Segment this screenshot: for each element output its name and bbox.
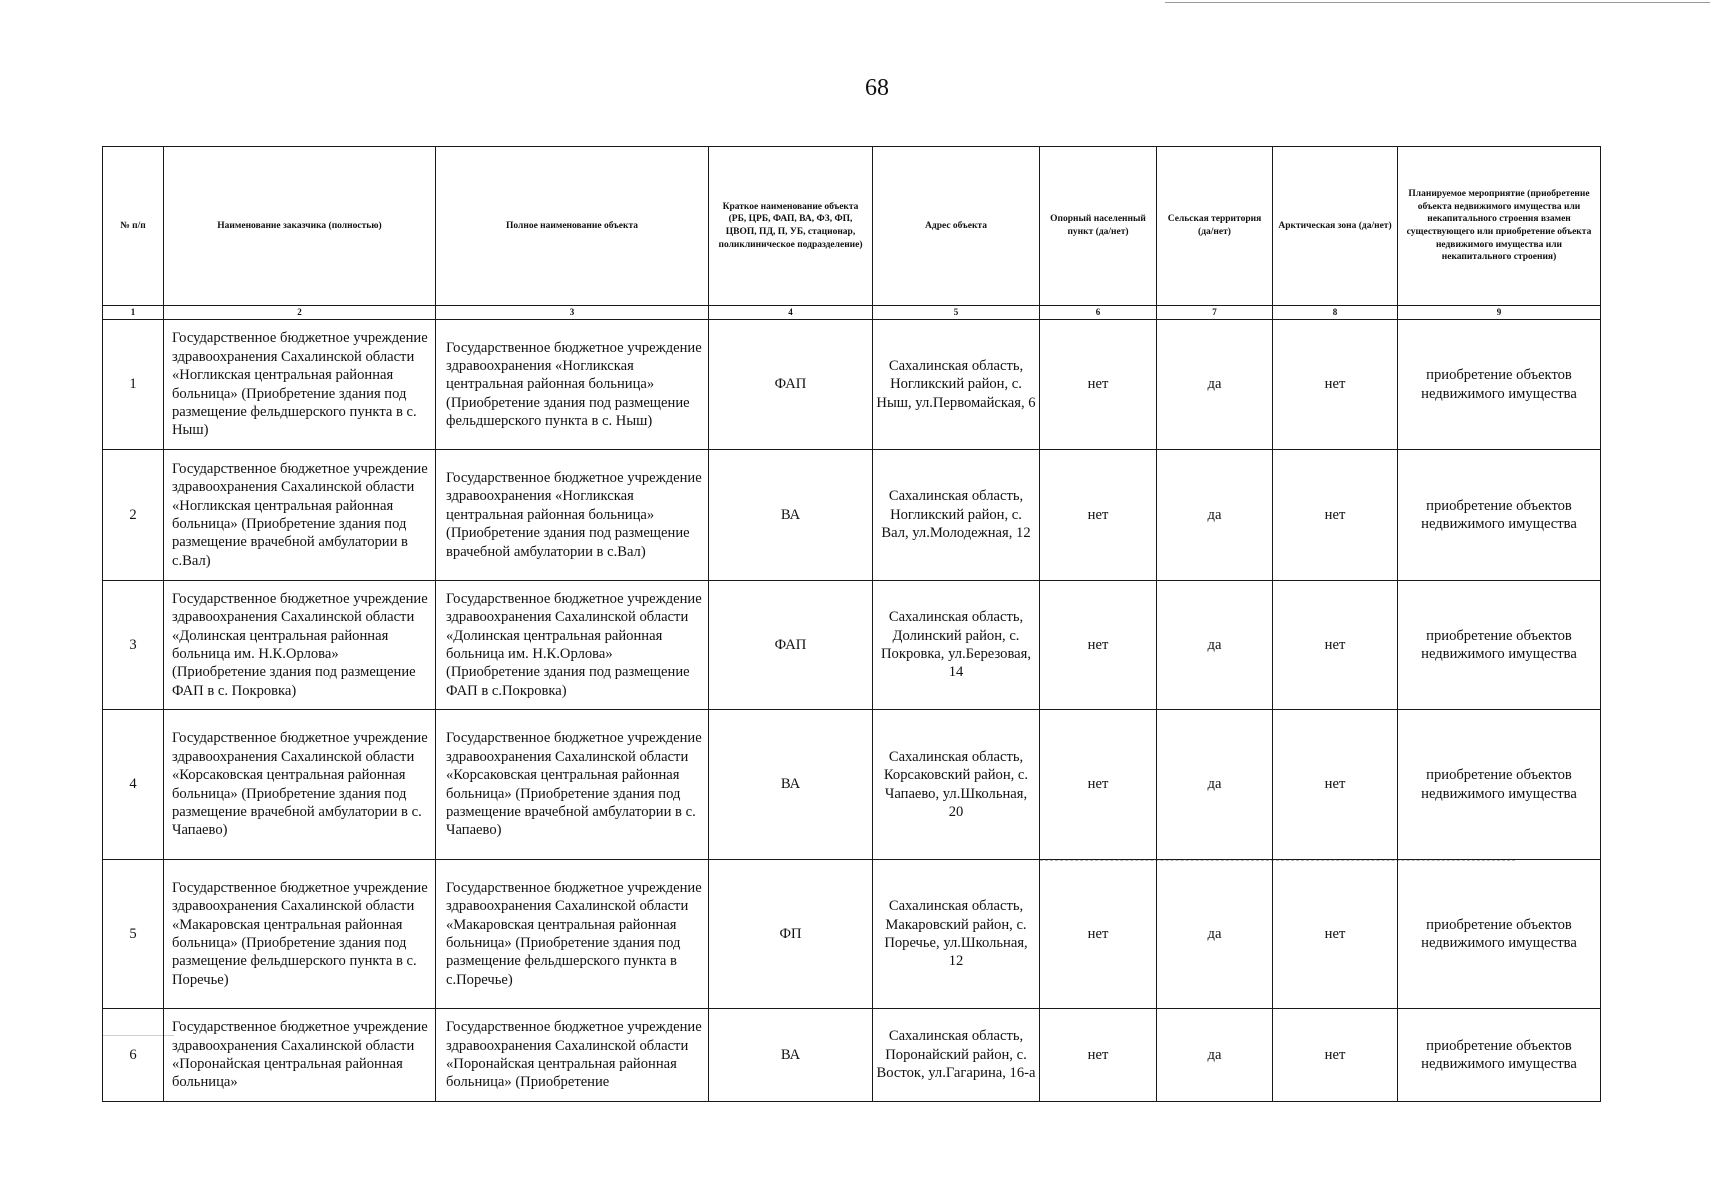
customer-cell: Государственное бюджетное учреждение здравоохранения Сахалинской области «Макаровская центральная районная больница» (Приобретение здания под размещение фельдшерского пункта в с. Поречье): [164, 860, 436, 1009]
table-header-row: [103, 147, 1601, 306]
header-cell: Сельская территория (да/нет): [1157, 147, 1273, 306]
short-name-cell: ВА: [709, 710, 873, 860]
column-number: 5: [873, 306, 1040, 320]
row-number-cell: 4: [103, 710, 164, 860]
object-name-cell: Государственное бюджетное учреждение здравоохранения Сахалинской области «Долинская центральная районная больница им. Н.К.Орлова» (Приобретение здания под размещение ФАП в с.Покровка): [436, 581, 709, 710]
header-cell: Планируемое мероприятие (приобретение объекта недвижимого имущества или некапитального строения взамен существующего или приобретение объекта недвижимого имущества или некапитального строения): [1398, 147, 1601, 306]
header-cell: Наименование заказчика (полностью): [164, 147, 436, 306]
table-row: [103, 860, 1601, 1009]
table-row: [103, 581, 1601, 710]
header-cell: Арктическая зона (да/нет): [1273, 147, 1398, 306]
object-name-cell: Государственное бюджетное учреждение здравоохранения «Ногликская центральная районная больница» (Приобретение здания под размещение фельдшерского пункта в с. Ныш): [436, 320, 709, 450]
address-cell: Сахалинская область, Ногликский район, с. Вал, ул.Молодежная, 12: [873, 450, 1040, 581]
row-number-cell: 6: [103, 1009, 164, 1102]
address-cell: Сахалинская область, Долинский район, с. Покровка, ул.Березовая, 14: [873, 581, 1040, 710]
arctic-cell: нет: [1273, 710, 1398, 860]
header-cell: Полное наименование объекта: [436, 147, 709, 306]
object-name-cell: Государственное бюджетное учреждение здравоохранения «Ногликская центральная районная больница» (Приобретение здания под размещение врачебной амбулатории в с.Вал): [436, 450, 709, 581]
address-cell: Сахалинская область, Корсаковский район, с. Чапаево, ул.Школьная, 20: [873, 710, 1040, 860]
arctic-cell: нет: [1273, 320, 1398, 450]
object-name-cell: Государственное бюджетное учреждение здравоохранения Сахалинской области «Корсаковская центральная районная больница» (Приобретение здания под размещение врачебной амбулатории в с. Чапаево): [436, 710, 709, 860]
arctic-cell: нет: [1273, 1009, 1398, 1102]
activity-cell: приобретение объектов недвижимого имущества: [1398, 860, 1601, 1009]
table-row: [103, 450, 1601, 581]
rural-cell: да: [1157, 320, 1273, 450]
address-cell: Сахалинская область, Ногликский район, с. Ныш, ул.Первомайская, 6: [873, 320, 1040, 450]
column-number: 1: [103, 306, 164, 320]
short-name-cell: ФП: [709, 860, 873, 1009]
arctic-cell: нет: [1273, 860, 1398, 1009]
header-cell: № п/п: [103, 147, 164, 306]
header-cell: Краткое наименование объекта (РБ, ЦРБ, ФАП, ВА, ФЗ, ФП, ЦВОП, ПД, П, УБ, стационар, поликлиническое подразделение): [709, 147, 873, 306]
customer-cell: Государственное бюджетное учреждение здравоохранения Сахалинской области «Ногликская центральная районная больница» (Приобретение здания под размещение фельдшерского пункта в с. Ныш): [164, 320, 436, 450]
support-point-cell: нет: [1040, 710, 1157, 860]
row-number-cell: 5: [103, 860, 164, 1009]
activity-cell: приобретение объектов недвижимого имущества: [1398, 320, 1601, 450]
table-row: [103, 1009, 1601, 1102]
support-point-cell: нет: [1040, 581, 1157, 710]
row-number-cell: 1: [103, 320, 164, 450]
column-number: 4: [709, 306, 873, 320]
support-point-cell: нет: [1040, 450, 1157, 581]
activity-cell: приобретение объектов недвижимого имущества: [1398, 450, 1601, 581]
short-name-cell: ФАП: [709, 581, 873, 710]
rural-cell: да: [1157, 1009, 1273, 1102]
short-name-cell: ФАП: [709, 320, 873, 450]
column-number: 2: [164, 306, 436, 320]
arctic-cell: нет: [1273, 581, 1398, 710]
arctic-cell: нет: [1273, 450, 1398, 581]
customer-cell: Государственное бюджетное учреждение здравоохранения Сахалинской области «Долинская центральная районная больница им. Н.К.Орлова» (Приобретение здания под размещение ФАП в с. Покровка): [164, 581, 436, 710]
customer-cell: Государственное бюджетное учреждение здравоохранения Сахалинской области «Поронайская центральная районная больница»: [164, 1009, 436, 1102]
customer-cell: Государственное бюджетное учреждение здравоохранения Сахалинской области «Ногликская центральная районная больница» (Приобретение здания под размещение врачебной амбулатории в с.Вал): [164, 450, 436, 581]
scan-artifact-line: [1165, 2, 1710, 3]
column-number: 3: [436, 306, 709, 320]
customer-cell: Государственное бюджетное учреждение здравоохранения Сахалинской области «Корсаковская центральная районная больница» (Приобретение здания под размещение врачебной амбулатории в с. Чапаево): [164, 710, 436, 860]
column-number: 6: [1040, 306, 1157, 320]
support-point-cell: нет: [1040, 320, 1157, 450]
table-row: [103, 710, 1601, 860]
address-cell: Сахалинская область, Поронайский район, с. Восток, ул.Гагарина, 16-а: [873, 1009, 1040, 1102]
column-number-row: [103, 306, 1601, 320]
support-point-cell: нет: [1040, 860, 1157, 1009]
object-name-cell: Государственное бюджетное учреждение здравоохранения Сахалинской области «Макаровская центральная районная больница» (Приобретение здания под размещение фельдшерского пункта в с.Поречье): [436, 860, 709, 1009]
object-name-cell: Государственное бюджетное учреждение здравоохранения Сахалинской области «Поронайская центральная районная больница» (Приобретение: [436, 1009, 709, 1102]
short-name-cell: ВА: [709, 1009, 873, 1102]
rural-cell: да: [1157, 450, 1273, 581]
table-row: [103, 320, 1601, 450]
column-number: 9: [1398, 306, 1601, 320]
header-cell: Опорный населенный пункт (да/нет): [1040, 147, 1157, 306]
column-number: 7: [1157, 306, 1273, 320]
facilities-table: [102, 146, 1601, 1102]
rural-cell: да: [1157, 581, 1273, 710]
rural-cell: да: [1157, 710, 1273, 860]
activity-cell: приобретение объектов недвижимого имущества: [1398, 1009, 1601, 1102]
column-number: 8: [1273, 306, 1398, 320]
address-cell: Сахалинская область, Макаровский район, с. Поречье, ул.Школьная, 12: [873, 860, 1040, 1009]
support-point-cell: нет: [1040, 1009, 1157, 1102]
activity-cell: приобретение объектов недвижимого имущества: [1398, 581, 1601, 710]
activity-cell: приобретение объектов недвижимого имущества: [1398, 710, 1601, 860]
row-number-cell: 3: [103, 581, 164, 710]
page-number: 68: [865, 75, 889, 101]
header-cell: Адрес объекта: [873, 147, 1040, 306]
short-name-cell: ВА: [709, 450, 873, 581]
row-number-cell: 2: [103, 450, 164, 581]
rural-cell: да: [1157, 860, 1273, 1009]
